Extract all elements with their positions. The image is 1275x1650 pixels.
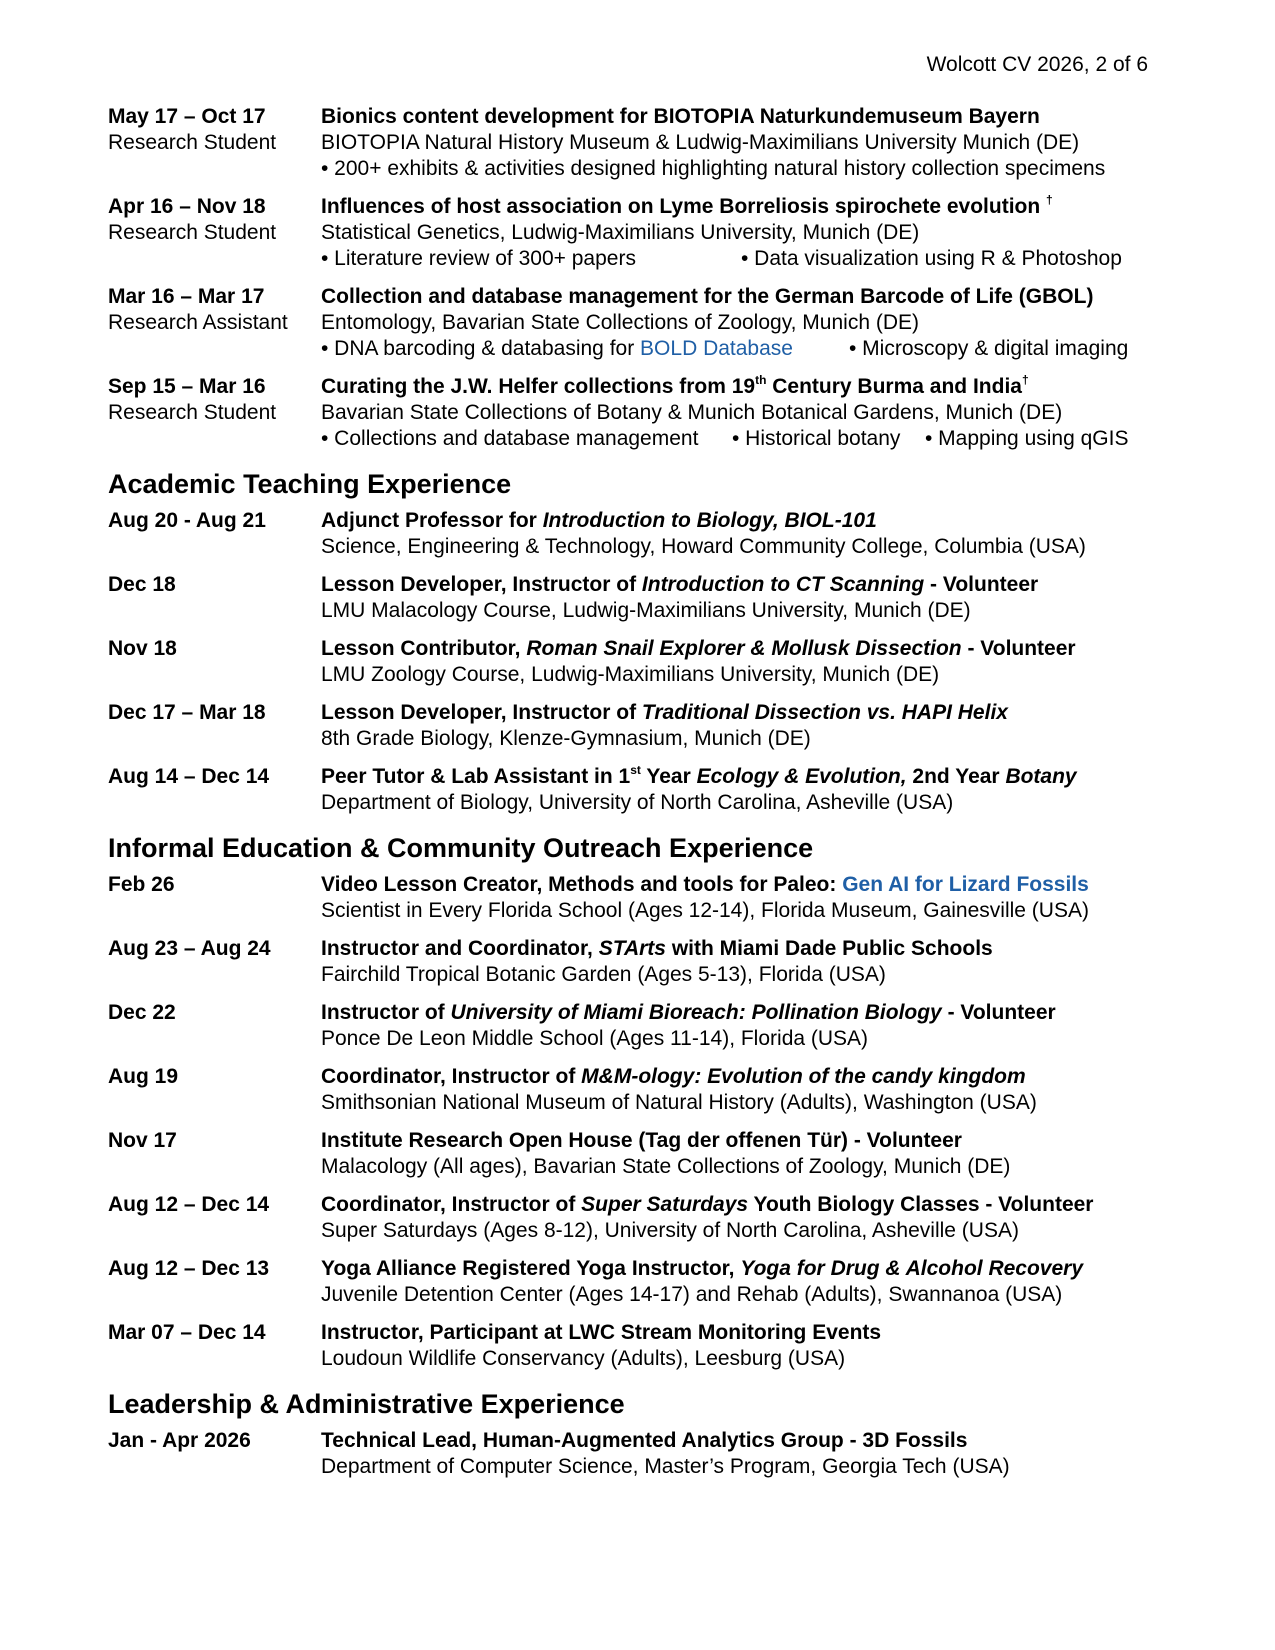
entry-title	[321, 1192, 1178, 1218]
date-column	[108, 104, 321, 182]
title-text: - Volunteer	[924, 573, 1039, 596]
date-column	[108, 872, 321, 924]
detail-column	[321, 104, 1178, 182]
date-column	[108, 1128, 321, 1180]
entry-date: Aug 19	[108, 1065, 179, 1088]
outreach-entry	[108, 1128, 1178, 1180]
section-heading-outreach: Informal Education & Community Outreach Experience	[108, 833, 814, 863]
title-text: Lesson Developer, Instructor of	[321, 701, 642, 724]
research-entry	[108, 104, 1178, 182]
entry-date: Aug 12 – Dec 13	[108, 1257, 270, 1280]
bold-database-link[interactable]: BOLD Database	[640, 337, 793, 360]
outreach-entry	[108, 1320, 1178, 1372]
program-name: Yoga for Drug & Alcohol Recovery	[740, 1257, 1084, 1280]
superscript: st	[630, 763, 641, 777]
bullet-item: • Literature review of 300+ papers	[321, 247, 636, 270]
bullet-item: • Historical botany	[732, 427, 901, 450]
teaching-entry	[108, 572, 1178, 624]
entry-title	[321, 764, 1178, 790]
title-text: Video Lesson Creator, Methods and tools for Paleo:	[321, 873, 843, 896]
entry-role: Research Student	[108, 221, 277, 244]
outreach-entry	[108, 1000, 1178, 1052]
program-name: STArts	[598, 937, 666, 960]
title-text: - Volunteer	[961, 637, 1076, 660]
date-column	[108, 1000, 321, 1052]
entry-date: Feb 26	[108, 873, 175, 896]
superscript: th	[755, 373, 767, 387]
page-header: Wolcott CV 2026, 2 of 6	[926, 53, 1148, 76]
entry-date: Aug 23 – Aug 24	[108, 937, 271, 960]
entry-date: Dec 22	[108, 1001, 176, 1024]
detail-column	[321, 1064, 1178, 1116]
bullet-item: • Data visualization using R & Photoshop	[741, 247, 1122, 270]
section-heading-teaching: Academic Teaching Experience	[108, 469, 512, 499]
date-column	[108, 374, 321, 452]
entry-date: Mar 07 – Dec 14	[108, 1321, 266, 1344]
bullet-item: • DNA barcoding & databasing for	[321, 337, 641, 360]
entry-institution: Entomology, Bavarian State Collections of Zoology, Munich (DE)	[321, 311, 919, 334]
entry-institution: Statistical Genetics, Ludwig-Maximilians University, Munich (DE)	[321, 221, 920, 244]
title-text: - Volunteer	[941, 1001, 1056, 1024]
title-text: Instructor of	[321, 1001, 451, 1024]
course-name: Botany	[1005, 765, 1077, 788]
date-column	[108, 194, 321, 272]
teaching-entry	[108, 636, 1178, 688]
entry-date: Mar 16 – Mar 17	[108, 285, 265, 308]
entry-title	[321, 700, 1178, 726]
title-text: Year	[640, 765, 697, 788]
entry-institution: Loudoun Wildlife Conservancy (Adults), Leesburg (USA)	[321, 1347, 846, 1370]
course-name: Traditional Dissection vs. HAPI Helix	[641, 701, 1008, 724]
entry-role: Research Student	[108, 401, 277, 424]
lizard-fossils-link[interactable]: Gen AI for Lizard Fossils	[842, 873, 1089, 896]
entry-title	[321, 636, 1178, 662]
entry-institution: Smithsonian National Museum of Natural History (Adults), Washington (USA)	[321, 1091, 1037, 1114]
entry-title	[321, 1064, 1178, 1090]
detail-column	[321, 1428, 1178, 1480]
outreach-entry	[108, 1256, 1178, 1308]
entry-bullets	[321, 336, 1178, 362]
entry-institution: Department of Computer Science, Master’s Program, Georgia Tech (USA)	[321, 1455, 1010, 1478]
bullet-item: • Mapping using qGIS	[925, 427, 1129, 450]
detail-column	[321, 1128, 1178, 1180]
entry-institution: Fairchild Tropical Botanic Garden (Ages 5-13), Florida (USA)	[321, 963, 886, 986]
entry-title	[321, 194, 1178, 220]
title-text: Curating the J.W. Helfer collections from 19	[321, 375, 756, 398]
title-text: Lesson Developer, Instructor of	[321, 573, 642, 596]
research-entry	[108, 374, 1178, 452]
teaching-entry	[108, 764, 1178, 816]
title-text: Century Burma and India	[766, 375, 1022, 398]
entry-institution: Department of Biology, University of North Carolina, Asheville (USA)	[321, 791, 954, 814]
leadership-entry	[108, 1428, 1178, 1480]
program-name: University of Miami Bioreach: Pollination Biology	[450, 1001, 942, 1024]
entry-institution: BIOTOPIA Natural History Museum & Ludwig-Maximilians University Munich (DE)	[321, 131, 1080, 154]
detail-column	[321, 284, 1178, 362]
entry-date: Sep 15 – Mar 16	[108, 375, 266, 398]
course-name: Introduction to CT Scanning	[641, 573, 925, 596]
title-text: Coordinator, Instructor of	[321, 1193, 582, 1216]
research-entry	[108, 194, 1178, 272]
entry-title	[321, 1256, 1178, 1282]
entry-date: Dec 17 – Mar 18	[108, 701, 266, 724]
entry-institution: Juvenile Detention Center (Ages 14-17) and Rehab (Adults), Swannanoa (USA)	[321, 1283, 1063, 1306]
entry-bullets	[321, 426, 1178, 452]
detail-column	[321, 872, 1178, 924]
date-column	[108, 1256, 321, 1308]
entry-title	[321, 374, 1178, 400]
detail-column	[321, 636, 1178, 688]
entry-institution: LMU Malacology Course, Ludwig-Maximilians University, Munich (DE)	[321, 599, 971, 622]
entry-date: Dec 18	[108, 573, 176, 596]
entry-institution: Scientist in Every Florida School (Ages 12-14), Florida Museum, Gainesville (USA)	[321, 899, 1089, 922]
entry-title	[321, 572, 1178, 598]
entry-date: May 17 – Oct 17	[108, 105, 266, 128]
detail-column	[321, 194, 1178, 272]
detail-column	[321, 508, 1178, 560]
entry-date: Jan - Apr 2026	[108, 1429, 251, 1452]
detail-column	[321, 572, 1178, 624]
entry-institution: LMU Zoology Course, Ludwig-Maximilians University, Munich (DE)	[321, 663, 940, 686]
course-name: Roman Snail Explorer & Mollusk Dissection	[526, 637, 962, 660]
date-column	[108, 284, 321, 362]
entry-date: Aug 14 – Dec 14	[108, 765, 270, 788]
detail-column	[321, 1256, 1178, 1308]
bullet-item: • 200+ exhibits & activities designed highlighting natural history collection specimens	[321, 157, 1106, 180]
outreach-entry	[108, 1064, 1178, 1116]
research-entry	[108, 284, 1178, 362]
cv-content	[108, 104, 1178, 1480]
dagger-mark: †	[1046, 193, 1053, 207]
outreach-entry	[108, 1192, 1178, 1244]
entry-title: Bionics content development for BIOTOPIA Naturkundemuseum Bayern	[321, 105, 1040, 128]
entry-bullets	[321, 246, 1178, 272]
entry-title	[321, 936, 1178, 962]
detail-column	[321, 374, 1178, 452]
detail-column	[321, 1192, 1178, 1244]
entry-title: Technical Lead, Human-Augmented Analytics Group - 3D Fossils	[321, 1429, 968, 1452]
date-column	[108, 508, 321, 560]
date-column	[108, 936, 321, 988]
entry-date: Nov 17	[108, 1129, 177, 1152]
date-column	[108, 636, 321, 688]
date-column	[108, 1064, 321, 1116]
outreach-entry	[108, 936, 1178, 988]
entry-institution: Malacology (All ages), Bavarian State Collections of Zoology, Munich (DE)	[321, 1155, 1011, 1178]
teaching-entry	[108, 508, 1178, 560]
bullet-item: • Microscopy & digital imaging	[849, 337, 1129, 360]
date-column	[108, 764, 321, 816]
bullet-group	[321, 336, 849, 362]
entry-date: Aug 20 - Aug 21	[108, 509, 266, 532]
program-name: Super Saturdays	[581, 1193, 749, 1216]
title-text: Peer Tutor & Lab Assistant in 1	[321, 765, 631, 788]
title-text: Influences of host association on Lyme Borreliosis spirochete evolution	[321, 195, 1041, 218]
entry-institution: Super Saturdays (Ages 8-12), University of North Carolina, Asheville (USA)	[321, 1219, 1019, 1242]
entry-title	[321, 508, 1178, 534]
entry-role: Research Student	[108, 131, 277, 154]
date-column	[108, 572, 321, 624]
entry-institution: Ponce De Leon Middle School (Ages 11-14), Florida (USA)	[321, 1027, 869, 1050]
entry-institution: 8th Grade Biology, Klenze-Gymnasium, Munich (DE)	[321, 727, 811, 750]
title-text: Adjunct Professor for	[321, 509, 543, 532]
detail-column	[321, 1320, 1178, 1372]
entry-institution: Science, Engineering & Technology, Howard Community College, Columbia (USA)	[321, 535, 1086, 558]
entry-title	[321, 1000, 1178, 1026]
title-text: Youth Biology Classes - Volunteer	[748, 1193, 1094, 1216]
entry-date: Aug 12 – Dec 14	[108, 1193, 270, 1216]
date-column	[108, 1192, 321, 1244]
title-text: with Miami Dade Public Schools	[665, 937, 993, 960]
entry-date: Nov 18	[108, 637, 177, 660]
course-name: Introduction to Biology, BIOL-101	[542, 509, 877, 532]
entry-institution: Bavarian State Collections of Botany & Munich Botanical Gardens, Munich (DE)	[321, 401, 1063, 424]
course-name: Ecology & Evolution,	[696, 765, 907, 788]
entry-title	[321, 872, 1178, 898]
detail-column	[321, 1000, 1178, 1052]
program-name: M&M-ology: Evolution of the candy kingdom	[581, 1065, 1026, 1088]
entry-title: Institute Research Open House (Tag der offenen Tür) - Volunteer	[321, 1129, 962, 1152]
date-column	[108, 1428, 321, 1480]
entry-role: Research Assistant	[108, 311, 288, 334]
date-column	[108, 700, 321, 752]
bullet-item: • Collections and database management	[321, 427, 699, 450]
section-heading-leadership: Leadership & Administrative Experience	[108, 1389, 625, 1419]
date-column	[108, 1320, 321, 1372]
detail-column	[321, 936, 1178, 988]
entry-bullets	[321, 156, 1178, 182]
detail-column	[321, 764, 1178, 816]
entry-date: Apr 16 – Nov 18	[108, 195, 266, 218]
outreach-entry	[108, 872, 1178, 924]
title-text: Coordinator, Instructor of	[321, 1065, 582, 1088]
entry-title: Collection and database management for the German Barcode of Life (GBOL)	[321, 285, 1094, 308]
title-text: 2nd Year	[906, 765, 1006, 788]
title-text: Lesson Contributor,	[321, 637, 527, 660]
entry-title: Instructor, Participant at LWC Stream Monitoring Events	[321, 1321, 882, 1344]
title-text: Yoga Alliance Registered Yoga Instructor,	[321, 1257, 741, 1280]
title-text: Instructor and Coordinator,	[321, 937, 599, 960]
detail-column	[321, 700, 1178, 752]
dagger-mark: †	[1021, 373, 1029, 387]
teaching-entry	[108, 700, 1178, 752]
